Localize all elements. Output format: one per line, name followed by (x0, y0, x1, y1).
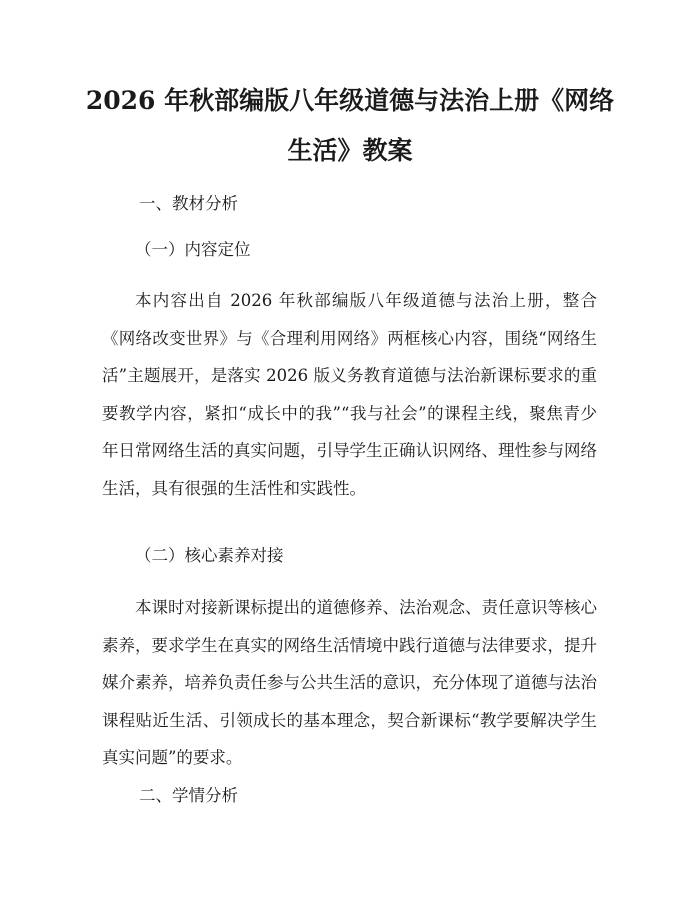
section-heading-learning-situation-analysis: 二、学情分析 (139, 786, 238, 805)
document-title: 2026 年秋部编版八年级道德与法治上册《网络生活》教案 (85, 86, 615, 165)
paragraph-core-literacy: 本课时对接新课标提出的道德修养、法治观念、责任意识等核心素养，要求学生在真实的网络生活情境中践行道德与法律要求，提升媒介素养，培养负责任参与公共生活的意识，充分体现了道德与法治课程贴近生活、引领成长的基本理念，契合新课标“教学要解决学生真实问题”的要求。 (102, 598, 597, 767)
subsection-heading-content-positioning: （一）内容定位 (135, 240, 251, 259)
section-heading-teaching-material-analysis: 一、教材分析 (139, 194, 238, 213)
paragraph-content-positioning: 本内容出自 2026 年秋部编版八年级道德与法治上册，整合《网络改变世界》与《合理利用网络》两框核心内容，围绕“网络生活”主题展开，是落实 2026 版义务教育道德与法治新课标要求的重要教学内容，紧扣“成长中的我”“我与社会”的课程主线，聚焦青少年日常网络生活的真实问题，引导学生正确认识网络、理性参与网络生活，具有很强的生活性和实践性。 (102, 291, 597, 498)
subsection-heading-core-literacy: （二）核心素养对接 (135, 546, 284, 565)
